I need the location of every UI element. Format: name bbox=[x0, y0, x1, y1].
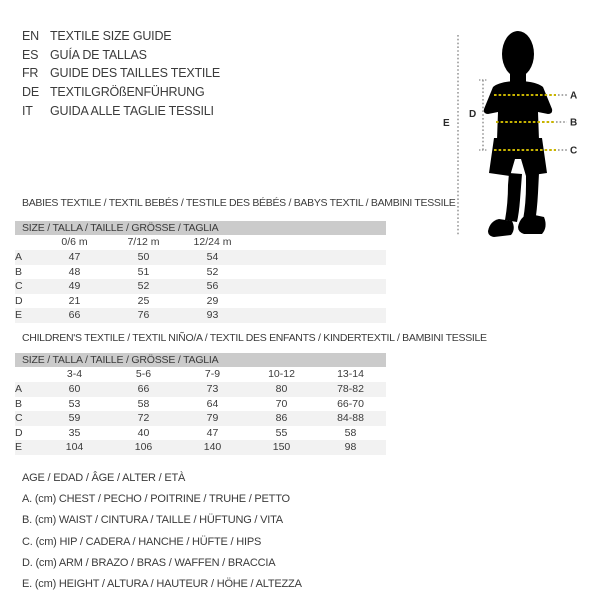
col-header: 5-6 bbox=[135, 368, 152, 381]
language-list bbox=[22, 27, 220, 121]
table-row bbox=[15, 279, 386, 294]
language-code: ES bbox=[22, 47, 39, 62]
cell: 55 bbox=[275, 426, 288, 439]
filler-cell bbox=[385, 411, 386, 426]
cell: 49 bbox=[68, 280, 81, 292]
cell: 86 bbox=[275, 412, 288, 424]
language-label: GUIDA ALLE TAGLIE TESSILI bbox=[50, 103, 214, 118]
table-row bbox=[15, 294, 386, 309]
row-label: E bbox=[15, 441, 23, 453]
language-label: GUÍA DE TALLAS bbox=[50, 47, 147, 62]
filler-cell bbox=[385, 382, 386, 397]
col-header: 3-4 bbox=[66, 368, 83, 381]
legend-item: A. (cm) CHEST / PECHO / POITRINE / TRUHE / PETTO bbox=[22, 493, 290, 506]
filler-cell bbox=[247, 265, 386, 280]
col-header: 0/6 m bbox=[61, 236, 88, 249]
language-row bbox=[22, 27, 220, 46]
table-row bbox=[15, 411, 386, 426]
legend-item: B. (cm) WAIST / CINTURA / TAILLE / HÜFTUNG / VITA bbox=[22, 514, 283, 527]
row-label: A bbox=[15, 251, 23, 263]
children-size-table bbox=[15, 367, 386, 455]
cell: 70 bbox=[275, 397, 288, 410]
table-row bbox=[15, 397, 386, 412]
cell: 106 bbox=[134, 441, 153, 453]
language-code: FR bbox=[22, 66, 39, 81]
language-row bbox=[22, 102, 220, 121]
col-header: 7-9 bbox=[204, 368, 221, 381]
filler-cell bbox=[385, 440, 386, 455]
filler-cell bbox=[247, 308, 386, 323]
cell: 73 bbox=[206, 383, 219, 395]
table-row bbox=[15, 440, 386, 455]
table-row bbox=[15, 426, 386, 441]
cell: 53 bbox=[68, 397, 81, 410]
cell: 56 bbox=[206, 280, 219, 292]
cell: 93 bbox=[206, 309, 219, 321]
cell: 35 bbox=[68, 426, 81, 439]
column-header-row bbox=[15, 235, 386, 250]
cell: 66-70 bbox=[337, 397, 364, 410]
cell: 59 bbox=[68, 412, 81, 424]
child-silhouette-figure bbox=[430, 15, 600, 245]
filler-cell bbox=[385, 426, 386, 441]
row-label: C bbox=[15, 412, 23, 424]
cell: 29 bbox=[206, 294, 219, 307]
legend-item: E. (cm) HEIGHT / ALTURA / HAUTEUR / HÖHE / ALTEZZA bbox=[22, 578, 302, 591]
legend-item: C. (cm) HIP / CADERA / HANCHE / HÜFTE / HIPS bbox=[22, 535, 262, 548]
cell: 98 bbox=[344, 441, 357, 453]
cell: 64 bbox=[206, 397, 219, 410]
legend-item: D. (cm) ARM / BRAZO / BRAS / WAFFEN / BRACCIA bbox=[22, 556, 276, 569]
filler-cell bbox=[247, 235, 386, 250]
col-header: 7/12 m bbox=[127, 236, 160, 249]
cell: 84-88 bbox=[337, 412, 364, 424]
cell: 80 bbox=[275, 383, 288, 395]
language-label: TEXTILE SIZE GUIDE bbox=[50, 29, 172, 43]
size-header-label: SIZE / TALLA / TAILLE / GRÖSSE / TAGLIA bbox=[22, 222, 219, 234]
table-row bbox=[15, 382, 386, 397]
col-header: 12/24 m bbox=[193, 236, 232, 249]
cell: 50 bbox=[137, 251, 150, 263]
cell: 21 bbox=[68, 294, 81, 307]
row-label: D bbox=[15, 426, 23, 439]
table-row bbox=[15, 265, 386, 280]
table-row bbox=[15, 250, 386, 265]
language-row bbox=[22, 46, 220, 65]
language-row bbox=[22, 83, 220, 102]
age-line: AGE / EDAD / ÂGE / ALTER / ETÀ bbox=[22, 472, 186, 484]
filler-cell bbox=[247, 250, 386, 265]
height-label: E bbox=[443, 118, 450, 129]
measurement-legend bbox=[22, 468, 302, 595]
language-label: TEXTILGRÖßENFÜHRUNG bbox=[50, 85, 205, 100]
cell: 60 bbox=[68, 383, 81, 395]
cell: 47 bbox=[68, 251, 81, 263]
filler-cell bbox=[385, 397, 386, 412]
row-label: B bbox=[15, 397, 23, 410]
row-label: C bbox=[15, 280, 23, 292]
col-header: 10-12 bbox=[268, 368, 295, 381]
cell: 79 bbox=[206, 412, 219, 424]
children-table-block bbox=[15, 353, 386, 455]
child-silhouette bbox=[484, 31, 552, 237]
row-label: B bbox=[15, 265, 23, 278]
language-code: IT bbox=[22, 103, 33, 118]
table-row bbox=[15, 308, 386, 323]
filler-cell bbox=[385, 367, 386, 382]
filler-cell bbox=[247, 294, 386, 309]
babies-size-table bbox=[15, 235, 386, 323]
language-label: GUIDE DES TAILLES TEXTILE bbox=[50, 66, 221, 81]
hip-label: C bbox=[570, 145, 578, 157]
cell: 48 bbox=[68, 265, 81, 278]
size-header-label: SIZE / TALLA / TAILLE / GRÖSSE / TAGLIA bbox=[22, 354, 219, 366]
language-code: DE bbox=[22, 85, 39, 100]
empty-corner-cell bbox=[15, 235, 40, 250]
cell: 40 bbox=[137, 426, 150, 439]
language-row bbox=[22, 64, 220, 83]
row-label: A bbox=[15, 383, 23, 395]
row-label: D bbox=[15, 294, 23, 307]
children-size-header-bar bbox=[15, 353, 386, 367]
waist-label: B bbox=[570, 117, 578, 129]
empty-corner-cell bbox=[15, 367, 40, 382]
cell: 58 bbox=[137, 397, 150, 410]
cell: 52 bbox=[137, 280, 150, 292]
cell: 51 bbox=[137, 265, 150, 278]
babies-table-block bbox=[15, 221, 386, 323]
cell: 25 bbox=[137, 294, 150, 307]
cell: 58 bbox=[344, 426, 357, 439]
cell: 47 bbox=[206, 426, 219, 439]
col-header: 13-14 bbox=[337, 368, 364, 381]
cell: 66 bbox=[68, 309, 81, 321]
filler-cell bbox=[247, 279, 386, 294]
cell: 52 bbox=[206, 265, 219, 278]
cell: 150 bbox=[272, 441, 291, 453]
babies-size-header-bar bbox=[15, 221, 386, 235]
cell: 72 bbox=[137, 412, 150, 424]
cell: 76 bbox=[137, 309, 150, 321]
cell: 66 bbox=[137, 383, 150, 395]
babies-section-title: BABIES TEXTILE / TEXTIL BEBÉS / TESTILE DES BÉBÉS / BABYS TEXTIL / BAMBINI TESSILE bbox=[22, 197, 456, 209]
children-section-title: CHILDREN'S TEXTILE / TEXTIL NIÑO/A / TEXTIL DES ENFANTS / KINDERTEXTIL / BAMBINI TESSILE bbox=[22, 332, 487, 344]
column-header-row bbox=[15, 367, 386, 382]
language-code: EN bbox=[22, 29, 39, 43]
cell: 104 bbox=[65, 441, 84, 453]
cell: 54 bbox=[206, 251, 219, 263]
chest-label: A bbox=[570, 90, 578, 102]
arm-label: D bbox=[469, 109, 477, 120]
cell: 78-82 bbox=[337, 383, 364, 395]
row-label: E bbox=[15, 309, 23, 321]
cell: 140 bbox=[203, 441, 222, 453]
